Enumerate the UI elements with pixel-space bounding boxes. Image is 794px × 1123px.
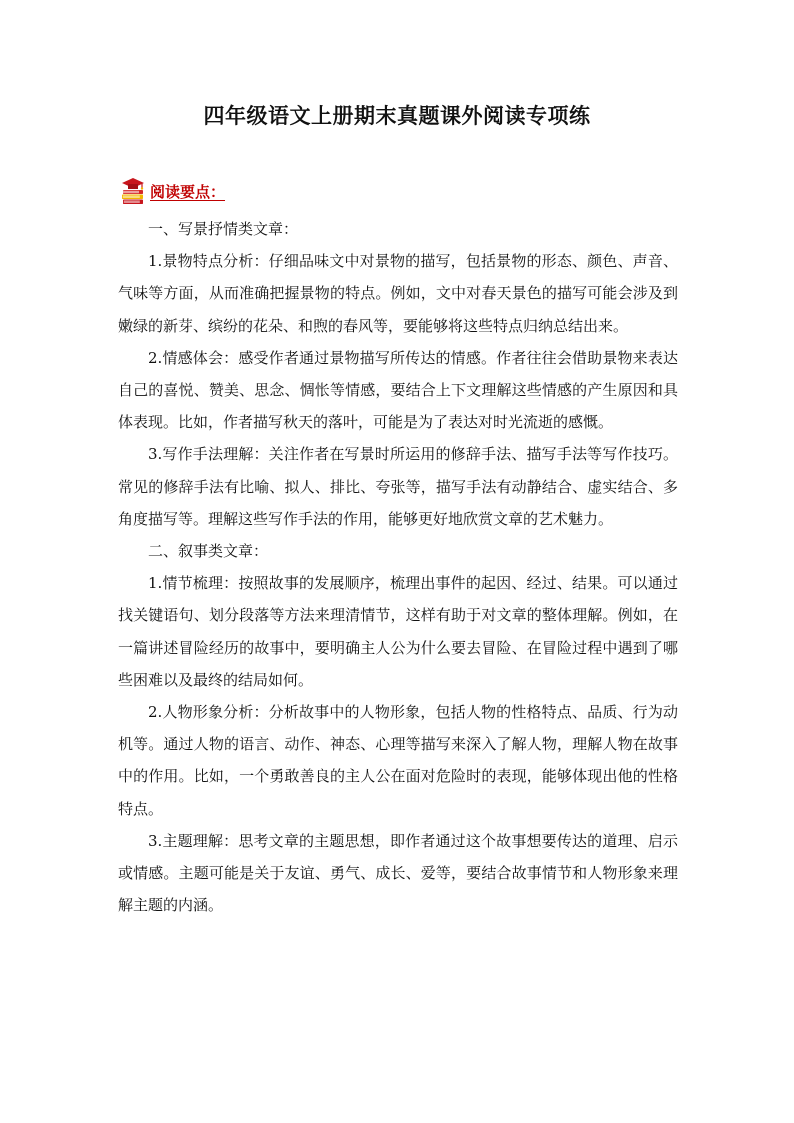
paragraph: 2.人物形象分析：分析故事中的人物形象，包括人物的性格特点、品质、行为动机等。通过人物的语言、动作、神态、心理等描写来深入了解人物，理解人物在故事中的作用。比如，一个勇敢善良的主人公在面对危险时的表现，能够体现出他的性格特点。 (118, 703, 678, 818)
section-header (120, 176, 225, 206)
paragraph: 1.情节梳理：按照故事的发展顺序，梳理出事件的起因、经过、结果。可以通过找关键语句、划分段落等方法来理清情节，这样有助于对文章的整体理解。例如，在一篇讲述冒险经历的故事中，要明确主人公为什么要去冒险、在冒险过程中遇到了哪些困难以及最终的结局如何。 (118, 574, 678, 689)
reading-points-body (118, 213, 678, 921)
paragraph: 1.景物特点分析：仔细品味文中对景物的描写，包括景物的形态、颜色、声音、气味等方面，从而准确把握景物的特点。例如，文中对春天景色的描写可能会涉及到嫩绿的新芽、缤纷的花朵、和煦的春风等，要能够将这些特点归纳总结出来。 (118, 252, 678, 335)
subheading-narrative: 二、叙事类文章： (148, 542, 269, 561)
section-label: 阅读要点： (150, 182, 226, 201)
paragraph: 3.写作手法理解：关注作者在写景时所运用的修辞手法、描写手法等写作技巧。常见的修辞手法有比喻、拟人、排比、夸张等，描写手法有动静结合、虚实结合、多角度描写等。理解这些写作手法的作用，能够更好地欣赏文章的艺术魅力。 (118, 445, 678, 528)
book-stack-icon (120, 177, 146, 205)
paragraph: 3.主题理解：思考文章的主题思想，即作者通过这个故事想要传达的道理、启示或情感。主题可能是关于友谊、勇气、成长、爱等，要结合故事情节和人物形象来理解主题的内涵。 (118, 831, 678, 915)
paragraph: 2.情感体会：感受作者通过景物描写所传达的情感。作者往往会借助景物来表达自己的喜悦、赞美、思念、惆怅等情感，要结合上下文理解这些情感的产生原因和具体表现。比如，作者描写秋天的落叶，可能是为了表达对时光流逝的感慨。 (118, 348, 678, 432)
subheading-scenery: 一、写景抒情类文章： (148, 220, 299, 238)
page-title: 四年级语文上册期末真题课外阅读专项练 (203, 103, 591, 128)
